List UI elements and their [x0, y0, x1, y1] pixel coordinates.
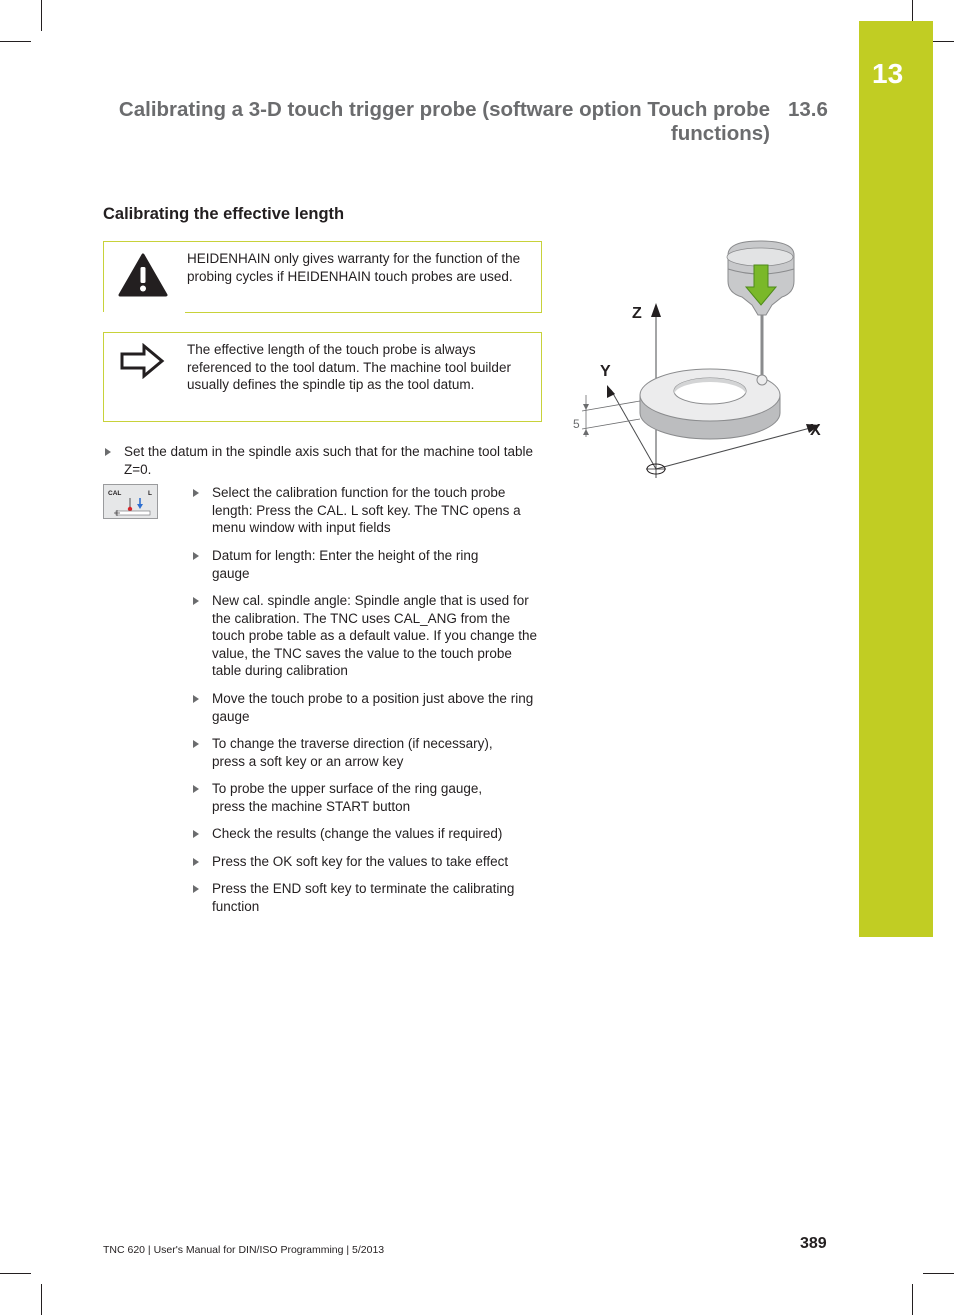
dimension-label: 5: [573, 417, 580, 431]
bullet-triangle-icon: [193, 489, 199, 497]
bullet-triangle-icon: [193, 597, 199, 605]
bullet-triangle-icon: [193, 740, 199, 748]
bullet-triangle-icon: [193, 695, 199, 703]
header-title-line-2: functions): [670, 122, 770, 145]
chapter-tab: [859, 21, 933, 937]
crop-mark: [0, 41, 31, 42]
info-note: [103, 332, 542, 422]
crop-mark: [923, 1273, 954, 1274]
step-intro-text: Set the datum in the spindle axis such that for the machine tool table Z=0.: [124, 444, 533, 477]
crop-mark: [41, 0, 42, 31]
y-axis-arrowhead: [607, 385, 615, 398]
chapter-number: 13: [872, 58, 904, 89]
z-axis-arrowhead: [651, 303, 661, 317]
info-note-text: The effective length of the touch probe is always referenced to the tool datum. The machine tool builder usually defines the spindle tip as the tool datum.: [187, 342, 511, 393]
axis-y-label: Y: [600, 363, 611, 380]
crop-mark: [41, 1284, 42, 1315]
warning-note-text: HEIDENHAIN only gives warranty for the function of the probing cycles if HEIDENHAIN touch probes are used.: [187, 251, 521, 284]
note-divider: [103, 312, 185, 313]
warning-icon: [118, 253, 168, 302]
axis-x-label: X: [810, 422, 821, 439]
bullet-triangle-icon: [193, 858, 199, 866]
bullet-triangle-icon: [193, 552, 199, 560]
arrow-right-icon: [118, 343, 168, 384]
probe-ball: [757, 375, 767, 385]
bullet-triangle-icon: [193, 830, 199, 838]
warning-note: [103, 241, 542, 313]
bullet-triangle-icon: [193, 885, 199, 893]
section-title: Calibrating the effective length: [103, 205, 345, 223]
header-title-line-1: Calibrating a 3-D touch trigger probe (software option Touch probe: [118, 98, 770, 121]
running-header-title: [100, 98, 770, 146]
section-number: 13.6: [788, 98, 828, 121]
calibration-diagram: [560, 235, 850, 500]
page-number: 389: [800, 1235, 827, 1252]
bullet-triangle-icon: [105, 448, 111, 456]
softkey-label-right: L: [148, 490, 152, 497]
bullet-triangle-icon: [193, 785, 199, 793]
footer-text: TNC 620 | User's Manual for DIN/ISO Programming | 5/2013: [103, 1244, 385, 1256]
softkey-label-left: CAL: [108, 490, 122, 497]
crop-mark: [0, 1273, 31, 1274]
cal-l-softkey: [103, 484, 158, 519]
crop-mark: [912, 1284, 913, 1315]
axis-z-label: Z: [632, 305, 642, 322]
